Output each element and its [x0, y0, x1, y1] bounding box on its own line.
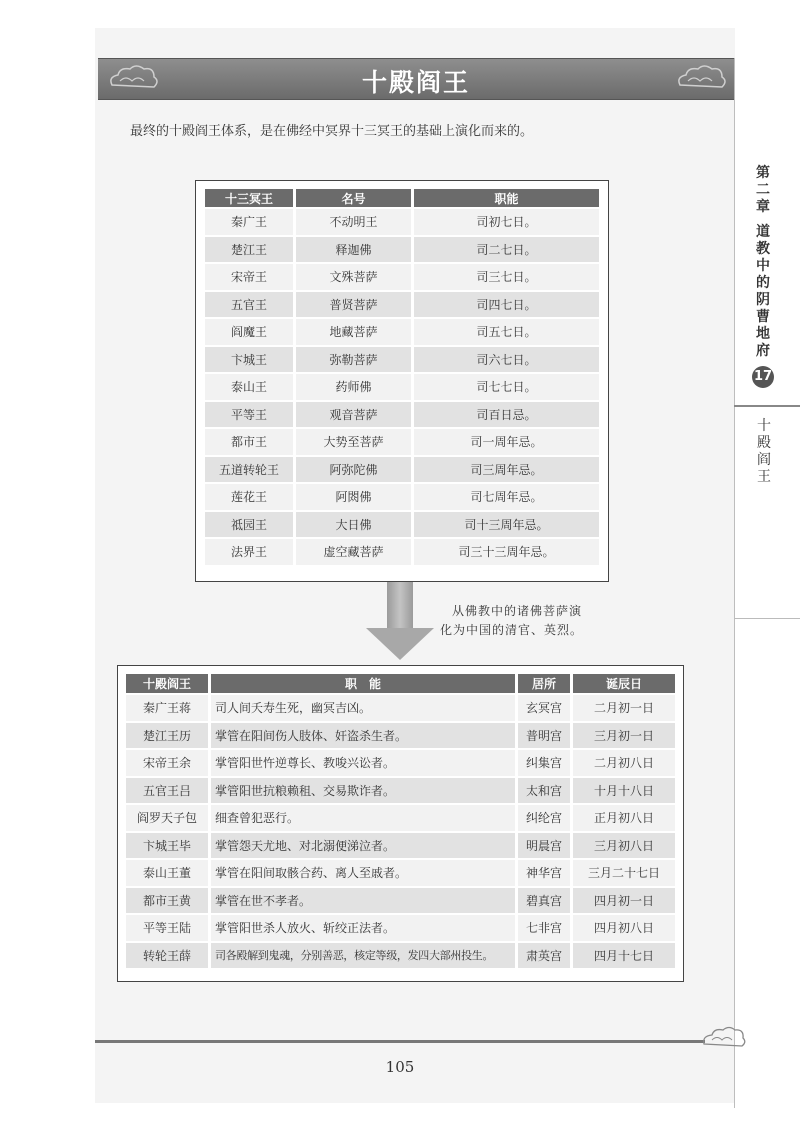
title-cell: 文殊菩萨 [296, 264, 411, 290]
title-cell: 观音菩萨 [296, 402, 411, 428]
table-header-row [205, 189, 599, 207]
duty-cell: 司百日忌。 [414, 402, 599, 428]
table-row [126, 915, 675, 941]
column-header: 职 能 [211, 674, 515, 693]
note-line: 化为中国的清官、英烈。 [440, 623, 584, 637]
title-cell: 弥勒菩萨 [296, 347, 411, 373]
table-row [126, 888, 675, 914]
chapter-char: 的 [756, 275, 770, 291]
chapter-char: 二 [756, 182, 770, 198]
thirteen-kings-table [202, 187, 602, 567]
king-name-cell: 五道转轮王 [205, 457, 293, 483]
residence-cell: 肃英宫 [518, 943, 570, 969]
table-row [126, 943, 675, 969]
duty-cell: 司七周年忌。 [414, 484, 599, 510]
birthday-cell: 二月初八日 [573, 750, 675, 776]
ten-kings-table-frame [117, 665, 684, 982]
table-row [205, 319, 599, 345]
table-row [205, 539, 599, 565]
chapter-char: 第 [756, 165, 770, 181]
residence-cell: 明晨宫 [518, 833, 570, 859]
down-arrow-shaft [387, 582, 413, 630]
birthday-cell: 四月初一日 [573, 888, 675, 914]
duty-cell: 司二七日。 [414, 237, 599, 263]
duty-cell: 司七七日。 [414, 374, 599, 400]
column-header: 十三冥王 [205, 189, 293, 207]
table-row [205, 484, 599, 510]
page-number: 105 [385, 1058, 415, 1076]
table-header-row [126, 674, 675, 693]
title-cell: 阿閦佛 [296, 484, 411, 510]
king-name-cell: 阎魔王 [205, 319, 293, 345]
title-cell: 大日佛 [296, 512, 411, 538]
table-row [205, 512, 599, 538]
column-header: 诞辰日 [573, 674, 675, 693]
birthday-cell: 三月初八日 [573, 833, 675, 859]
duty-cell: 掌管怨天尤地、对北溺便涕泣者。 [211, 833, 515, 859]
residence-cell: 七非宫 [518, 915, 570, 941]
king-name-cell: 都市王 [205, 429, 293, 455]
residence-cell: 纠纶宫 [518, 805, 570, 831]
section-char: 殿 [757, 435, 771, 451]
column-header: 名号 [296, 189, 411, 207]
residence-cell: 太和宫 [518, 778, 570, 804]
king-name-cell: 卞城王毕 [126, 833, 208, 859]
table-row [205, 237, 599, 263]
chapter-char: 地 [756, 326, 770, 342]
king-name-cell: 卞城王 [205, 347, 293, 373]
table-row [205, 292, 599, 318]
title-cell: 释迦佛 [296, 237, 411, 263]
chapter-char: 章 [756, 199, 770, 215]
duty-cell: 司各殿解到鬼魂，分别善恶，核定等级，发四大部州投生。 [211, 943, 515, 969]
title-cell: 地藏菩萨 [296, 319, 411, 345]
side-divider [734, 58, 735, 1108]
column-header: 职能 [414, 189, 599, 207]
birthday-cell: 二月初一日 [573, 695, 675, 721]
footer-rule [95, 1040, 705, 1043]
duty-cell: 掌管阳世忤逆尊长、教唆兴讼者。 [211, 750, 515, 776]
king-name-cell: 秦广王 [205, 209, 293, 235]
king-name-cell: 转轮王薛 [126, 943, 208, 969]
table-row [205, 457, 599, 483]
table-row [126, 833, 675, 859]
table-row [126, 778, 675, 804]
duty-cell: 司六七日。 [414, 347, 599, 373]
page-title: 十殿阎王 [361, 68, 470, 97]
king-name-cell: 楚江王历 [126, 723, 208, 749]
king-name-cell: 阎罗天子包 [126, 805, 208, 831]
section-title [752, 418, 776, 486]
duty-cell: 司三七日。 [414, 264, 599, 290]
table-row [126, 695, 675, 721]
duty-cell: 司一周年忌。 [414, 429, 599, 455]
title-cell: 大势至菩萨 [296, 429, 411, 455]
chapter-char: 阴 [756, 292, 770, 308]
residence-cell: 纠集宫 [518, 750, 570, 776]
birthday-cell: 四月初八日 [573, 915, 675, 941]
note-line: 从佛教中的诸佛菩萨演 [452, 604, 583, 618]
residence-cell: 神华宫 [518, 860, 570, 886]
table-row [205, 347, 599, 373]
duty-cell: 司人间夭寿生死，幽冥吉凶。 [211, 695, 515, 721]
section-char: 阎 [757, 452, 771, 468]
ten-kings-table [123, 672, 678, 970]
table-row [126, 860, 675, 886]
king-name-cell: 秦广王蒋 [126, 695, 208, 721]
title-banner [98, 58, 734, 100]
king-name-cell: 平等王 [205, 402, 293, 428]
duty-cell: 司十三周年忌。 [414, 512, 599, 538]
table-row [126, 805, 675, 831]
duty-cell: 掌管在世不孝者。 [211, 888, 515, 914]
chapter-tab [738, 165, 788, 388]
king-name-cell: 平等王陆 [126, 915, 208, 941]
birthday-cell: 三月初一日 [573, 723, 675, 749]
duty-cell: 司三周年忌。 [414, 457, 599, 483]
table-row [205, 374, 599, 400]
column-header: 居所 [518, 674, 570, 693]
title-cell: 普贤菩萨 [296, 292, 411, 318]
table-row [205, 264, 599, 290]
section-char: 王 [757, 469, 771, 485]
residence-cell: 玄冥宫 [518, 695, 570, 721]
thirteen-kings-table-frame [195, 180, 609, 582]
table-row [205, 209, 599, 235]
duty-cell: 掌管阳世杀人放火、斩绞正法者。 [211, 915, 515, 941]
chapter-char: 中 [756, 258, 770, 274]
side-divider-bottom [734, 618, 800, 619]
chapter-char: 教 [756, 241, 770, 257]
king-name-cell: 宋帝王余 [126, 750, 208, 776]
residence-cell: 碧真宫 [518, 888, 570, 914]
king-name-cell: 莲花王 [205, 484, 293, 510]
birthday-cell: 三月二十七日 [573, 860, 675, 886]
table-row [126, 750, 675, 776]
section-char: 十 [757, 418, 771, 434]
birthday-cell: 十月十八日 [573, 778, 675, 804]
duty-cell: 司五七日。 [414, 319, 599, 345]
duty-cell: 掌管阳世抗粮赖租、交易欺诈者。 [211, 778, 515, 804]
column-header: 十殿阎王 [126, 674, 208, 693]
cloud-ornament-icon [700, 1024, 748, 1054]
chapter-gap [738, 216, 788, 224]
title-cell: 不动明王 [296, 209, 411, 235]
duty-cell: 司三十三周年忌。 [414, 539, 599, 565]
table-row [126, 723, 675, 749]
king-name-cell: 都市王黄 [126, 888, 208, 914]
king-name-cell: 泰山王董 [126, 860, 208, 886]
chapter-title [738, 165, 788, 360]
birthday-cell: 正月初八日 [573, 805, 675, 831]
king-name-cell: 法界王 [205, 539, 293, 565]
down-arrow-icon [366, 628, 434, 660]
duty-cell: 掌管在阳间伤人肢体、奸盗杀生者。 [211, 723, 515, 749]
residence-cell: 普明宫 [518, 723, 570, 749]
chapter-char: 府 [756, 343, 770, 359]
king-name-cell: 祗园王 [205, 512, 293, 538]
table-row [205, 429, 599, 455]
duty-cell: 掌管在阳间取骸合药、离人至戚者。 [211, 860, 515, 886]
duty-cell: 司四七日。 [414, 292, 599, 318]
king-name-cell: 五官王 [205, 292, 293, 318]
king-name-cell: 楚江王 [205, 237, 293, 263]
intro-text: 最终的十殿阎王体系，是在佛经中冥界十三冥王的基础上演化而来的。 [130, 124, 534, 139]
chapter-char: 道 [756, 224, 770, 240]
king-name-cell: 宋帝王 [205, 264, 293, 290]
chapter-char: 曹 [756, 309, 770, 325]
cloud-ornament-icon [674, 63, 726, 95]
king-name-cell: 泰山王 [205, 374, 293, 400]
duty-cell: 细查曾犯恶行。 [211, 805, 515, 831]
king-name-cell: 五官王吕 [126, 778, 208, 804]
title-cell: 虚空藏菩萨 [296, 539, 411, 565]
side-divider-top [734, 405, 800, 407]
table-row [205, 402, 599, 428]
title-cell: 阿弥陀佛 [296, 457, 411, 483]
transition-note [440, 602, 640, 640]
title-cell: 药师佛 [296, 374, 411, 400]
duty-cell: 司初七日。 [414, 209, 599, 235]
birthday-cell: 四月十七日 [573, 943, 675, 969]
chapter-badge: 17 [752, 366, 774, 388]
